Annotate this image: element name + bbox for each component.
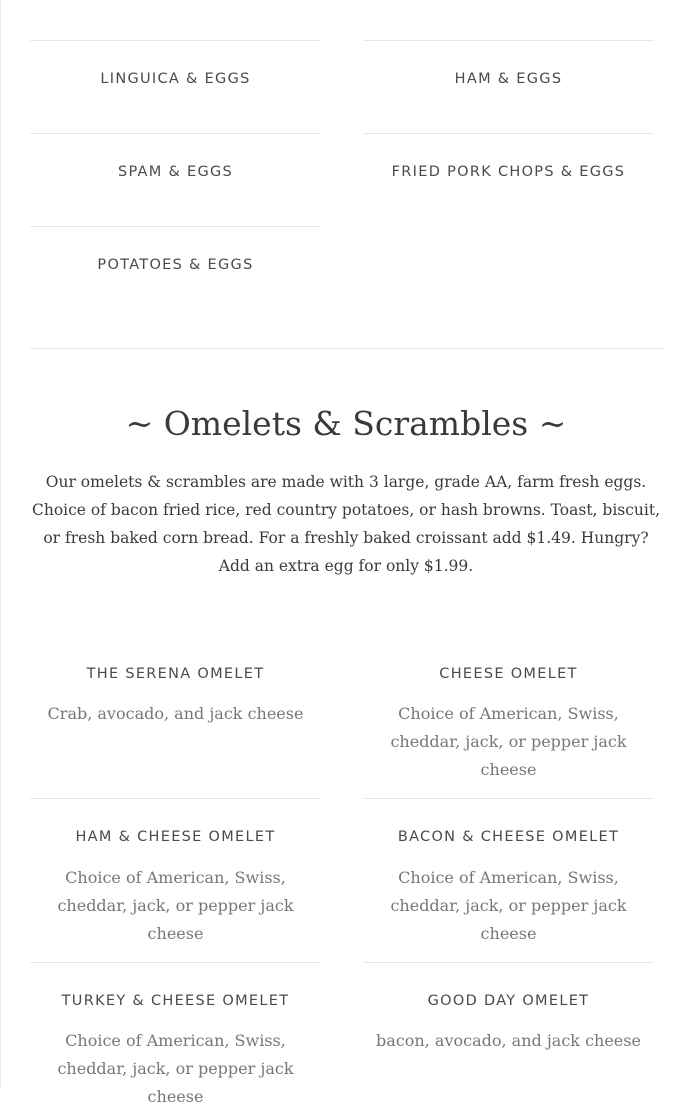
menu-item-title: TURKEY & CHEESE OMELET — [61, 993, 290, 1009]
menu-item — [363, 40, 654, 133]
menu-item-title: HAM & CHEESE OMELET — [75, 829, 276, 845]
menu-item-title: THE SERENA OMELET — [86, 666, 265, 682]
menu-item-description: Choice of American, Swiss, cheddar, jack, or pepper jack cheese — [57, 1031, 294, 1106]
menu-item — [30, 798, 321, 962]
menu-item-description: bacon, avocado, and jack cheese — [376, 1031, 641, 1050]
menu-item-description: Crab, avocado, and jack cheese — [47, 704, 304, 723]
menu-item-title: FRIED PORK CHOPS & EGGS — [391, 164, 626, 180]
menu-item — [363, 962, 654, 1088]
menu-item-title: HAM & EGGS — [454, 71, 563, 87]
section-intro: Our omelets & scrambles are made with 3 large, grade AA, farm fresh eggs. Choice of bacon fried rice, red country potatoes, or hash browns. Toast, biscuit, or fresh baked corn bread. For a freshly baked croissant add $1.49. Hungry? Add an extra egg for only $1.99. — [31, 473, 661, 575]
menu-item — [363, 798, 654, 962]
menu-item-title: LINGUICA & EGGS — [100, 71, 251, 87]
menu-item-title: SPAM & EGGS — [117, 164, 234, 180]
menu-item — [30, 226, 321, 319]
menu-item — [363, 640, 654, 798]
menu-item-title: GOOD DAY OMELET — [427, 993, 590, 1009]
menu-item — [30, 133, 321, 226]
menu-item — [30, 640, 321, 798]
menu-item — [30, 40, 321, 133]
menu-item-description: Choice of American, Swiss, cheddar, jack, or pepper jack cheese — [57, 868, 294, 943]
menu-item — [363, 133, 654, 226]
section-title: ~ Omelets & Scrambles ~ — [125, 404, 567, 443]
menu-item-description: Choice of American, Swiss, cheddar, jack, or pepper jack cheese — [390, 704, 627, 779]
menu-item-description: Choice of American, Swiss, cheddar, jack, or pepper jack cheese — [390, 868, 627, 943]
section-divider — [30, 348, 663, 349]
menu-item-title: CHEESE OMELET — [439, 666, 578, 682]
menu-item — [30, 962, 321, 1106]
menu-item-title: POTATOES & EGGS — [97, 257, 254, 273]
menu-item-title: BACON & CHEESE OMELET — [397, 829, 620, 845]
